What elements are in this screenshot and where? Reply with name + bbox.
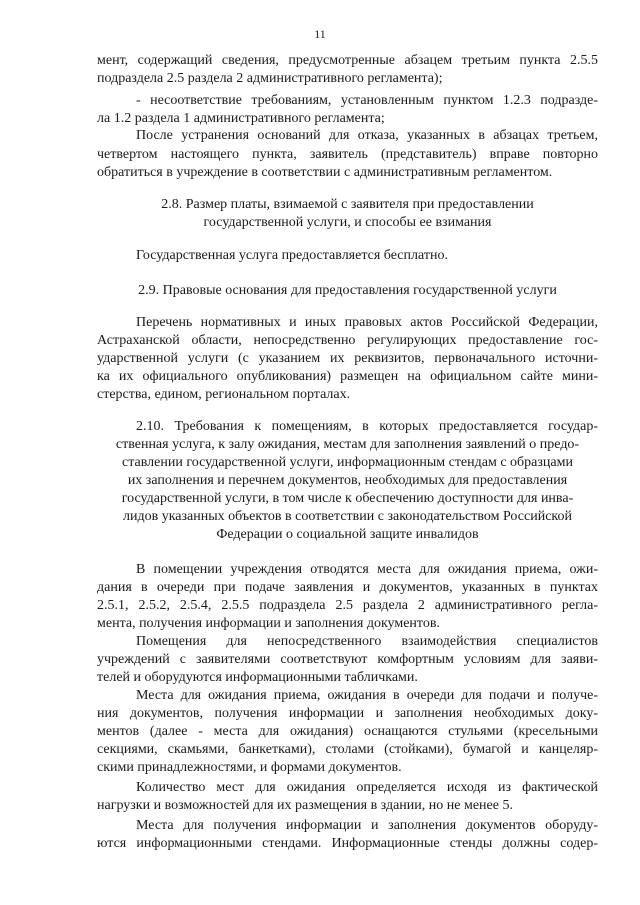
text-line: дания в очереди при подаче заявления и документов, указанных в пунктах — [97, 580, 598, 595]
text-line: стерства, едином, региональном порталах. — [97, 387, 351, 402]
text-line: - несоответствие требованиям, установленным пунктом 1.2.3 подразде- — [136, 93, 598, 108]
text-line: секциями, скамьями, банкетками), столами (стойками), бумагой и канцеляр- — [97, 742, 598, 757]
text-line: ментов (далее - места для ожидания) оснащаются стульями (кресельными — [97, 724, 598, 739]
section-heading-2-10: ственная услуга, к залу ожидания, местам для заполнения заявлений о предо- — [115, 437, 580, 452]
text-line: ния документов, получения информации и заполнения необходимых доку- — [97, 706, 598, 721]
text-line: мента, получения информации и заполнения документов. — [97, 616, 440, 631]
text-line: В помещении учреждения отводятся места для ожидания приема, ожи- — [136, 562, 598, 577]
section-heading-2-10: их заполнения и перечнем документов, необходимых для предоставления — [127, 473, 568, 488]
text-line: Места для ожидания приема, ожидания в очереди для подачи и получе- — [136, 688, 598, 703]
section-heading-2-10: ставлении государственной услуги, информационным стендам с образцами — [122, 455, 573, 470]
text-line: Астраханской области, непосредственно регулирующих предоставление гос- — [97, 333, 598, 348]
section-heading-2-8: государственной услуги, и способы ее взимания — [203, 215, 492, 230]
text-line: ка их официального опубликования) размещен на официальном сайте мини- — [97, 369, 598, 384]
section-heading-2-10: 2.10. Требования к помещениям, в которых предоставляется государ- — [136, 419, 598, 434]
text-line: скими принадлежностями, и формами документов. — [97, 760, 402, 775]
text-line: Места для получения информации и заполнения документов оборуду- — [136, 818, 598, 833]
text-line: подраздела 2.5 раздела 2 административного регламента); — [97, 71, 443, 86]
text-line: После устранения оснований для отказа, указанных в абзацах третьем, — [136, 128, 598, 143]
text-line: ударственной услуги (с указанием их реквизитов, первоначального источни- — [97, 351, 598, 366]
text-line: телей и оборудуются информационными табличками. — [97, 670, 418, 685]
text-line: ются информационными стендами. Информационные стенды должны содер- — [97, 836, 598, 851]
text-line: учреждений с заявителями соответствуют комфортным условиям для заяви- — [97, 652, 598, 667]
text-line: нагрузки и возможностей для их размещения в здании, но не менее 5. — [97, 798, 513, 813]
text-line: 2.5.1, 2.5.2, 2.5.4, 2.5.5 подраздела 2.5 раздела 2 административного регла- — [97, 598, 598, 613]
text-line: Количество мест для ожидания определяется исходя из фактической — [136, 780, 598, 795]
section-heading-2-9: 2.9. Правовые основания для предоставления государственной услуги — [138, 283, 557, 298]
section-heading-2-10: лидов указанных объектов в соответствии с законодательством Российской — [122, 509, 572, 524]
text-line: четвертом настоящего пункта, заявитель (представитель) вправе повторно — [97, 147, 598, 162]
text-line: ла 1.2 раздела 1 административного регламента; — [97, 111, 385, 126]
section-heading-2-10: государственной услуги, в том числе к обеспечению доступности для инва- — [121, 491, 574, 506]
text-line: Государственная услуга предоставляется бесплатно. — [136, 248, 448, 263]
section-heading-2-10: Федерации о социальной защите инвалидов — [216, 527, 479, 542]
text-line: обратиться в учреждение в соответствии с административным регламентом. — [97, 165, 553, 180]
section-heading-2-8: 2.8. Размер платы, взимаемой с заявителя при предоставлении — [161, 197, 534, 212]
text-line: Перечень нормативных и иных правовых актов Российской Федерации, — [136, 315, 598, 330]
text-line: Помещения для непосредственного взаимодействия специалистов — [136, 634, 598, 649]
text-line: мент, содержащий сведения, предусмотренные абзацем третьим пункта 2.5.5 — [97, 53, 598, 68]
page-number: 11 — [314, 27, 326, 41]
